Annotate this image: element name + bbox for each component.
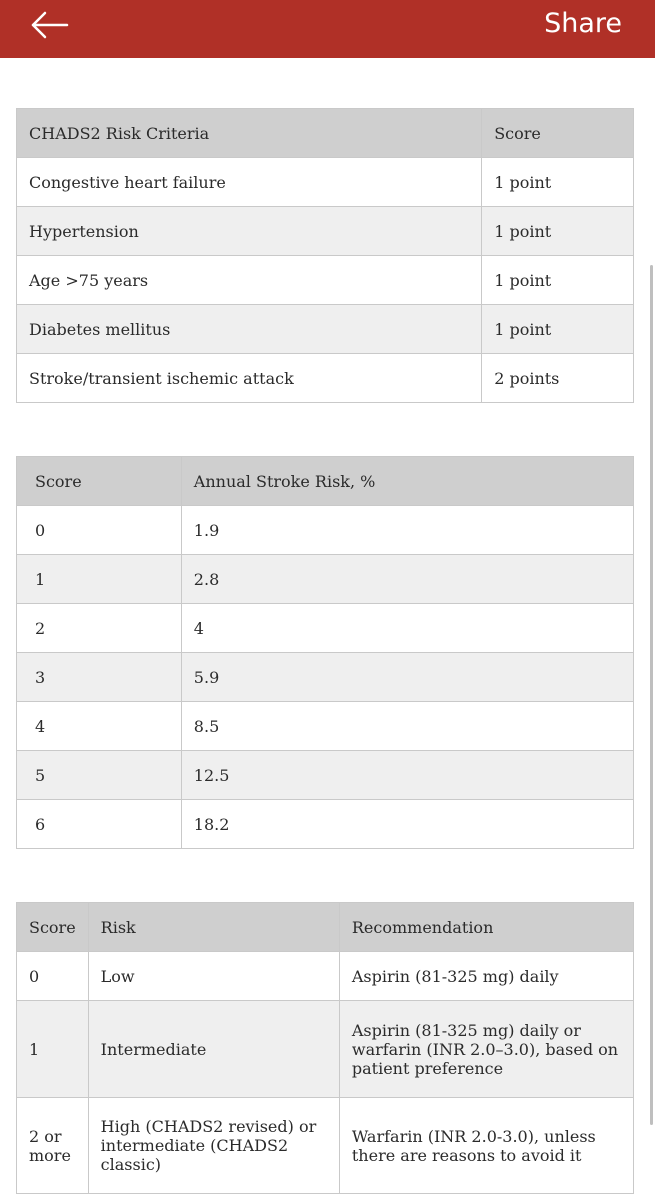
- table-row: [17, 1098, 634, 1194]
- score-cell: 3: [17, 653, 182, 702]
- risk-cell: High (CHADS2 revised) or intermediate (CHADS2 classic): [88, 1098, 339, 1194]
- top-app-bar: [0, 0, 655, 58]
- criteria-cell: Stroke/transient ischemic attack: [17, 354, 482, 403]
- column-header: Score: [17, 903, 89, 952]
- recommendation-cell: Aspirin (81-325 mg) daily or warfarin (INR 2.0–3.0), based on patient preference: [339, 1001, 633, 1098]
- score-cell: 5: [17, 751, 182, 800]
- table-row: [17, 1001, 634, 1098]
- risk-cell: Low: [88, 952, 339, 1001]
- table-row: [17, 305, 634, 354]
- table-row: [17, 555, 634, 604]
- criteria-cell: Diabetes mellitus: [17, 305, 482, 354]
- table-row: [17, 354, 634, 403]
- risk-percent-cell: 18.2: [181, 800, 633, 849]
- table-row: [17, 702, 634, 751]
- table-row: [17, 653, 634, 702]
- annual-stroke-risk-table: [16, 456, 634, 849]
- scrollbar[interactable]: [650, 265, 653, 1125]
- recommendation-cell: Warfarin (INR 2.0-3.0), unless there are reasons to avoid it: [339, 1098, 633, 1194]
- score-cell: 1 point: [482, 207, 634, 256]
- table-row: [17, 751, 634, 800]
- criteria-cell: Congestive heart failure: [17, 158, 482, 207]
- risk-percent-cell: 12.5: [181, 751, 633, 800]
- score-cell: 6: [17, 800, 182, 849]
- column-header: CHADS2 Risk Criteria: [17, 109, 482, 158]
- table-header-row: [17, 903, 634, 952]
- score-cell: 4: [17, 702, 182, 751]
- table-row: [17, 952, 634, 1001]
- score-cell: 1 point: [482, 158, 634, 207]
- criteria-cell: Age >75 years: [17, 256, 482, 305]
- recommendation-table: [16, 902, 634, 1194]
- column-header: Score: [17, 457, 182, 506]
- column-header: Risk: [88, 903, 339, 952]
- table-row: [17, 207, 634, 256]
- share-button[interactable]: Share: [544, 8, 622, 39]
- table-row: [17, 256, 634, 305]
- table-header-row: [17, 457, 634, 506]
- table-header-row: [17, 109, 634, 158]
- risk-percent-cell: 1.9: [181, 506, 633, 555]
- table-row: [17, 604, 634, 653]
- risk-cell: Intermediate: [88, 1001, 339, 1098]
- column-header: Recommendation: [339, 903, 633, 952]
- recommendation-cell: Aspirin (81-325 mg) daily: [339, 952, 633, 1001]
- column-header: Score: [482, 109, 634, 158]
- score-cell: 1 point: [482, 305, 634, 354]
- risk-percent-cell: 2.8: [181, 555, 633, 604]
- table-row: [17, 800, 634, 849]
- risk-percent-cell: 5.9: [181, 653, 633, 702]
- score-cell: 1 point: [482, 256, 634, 305]
- score-cell: 2: [17, 604, 182, 653]
- score-cell: 1: [17, 555, 182, 604]
- score-cell: 2 or more: [17, 1098, 89, 1194]
- score-cell: 2 points: [482, 354, 634, 403]
- risk-percent-cell: 4: [181, 604, 633, 653]
- score-cell: 1: [17, 1001, 89, 1098]
- back-arrow-icon[interactable]: [30, 10, 70, 40]
- risk-percent-cell: 8.5: [181, 702, 633, 751]
- table-row: [17, 158, 634, 207]
- table-row: [17, 506, 634, 555]
- score-cell: 0: [17, 506, 182, 555]
- score-cell: 0: [17, 952, 89, 1001]
- criteria-cell: Hypertension: [17, 207, 482, 256]
- chads2-criteria-table: [16, 108, 634, 403]
- column-header: Annual Stroke Risk, %: [181, 457, 633, 506]
